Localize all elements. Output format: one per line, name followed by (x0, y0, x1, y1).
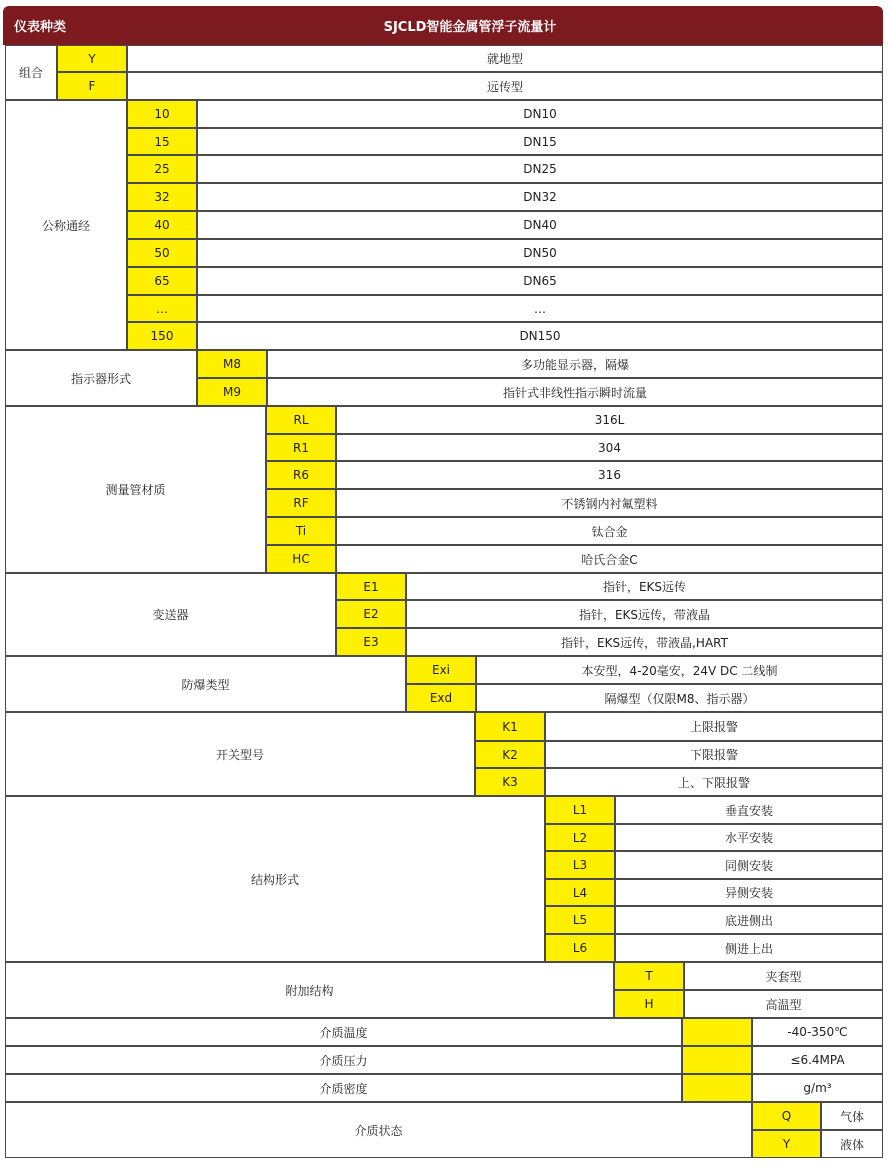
option-code (682, 1046, 752, 1074)
category-label: 公称通经 (5, 100, 127, 350)
option-description: 气体 (821, 1102, 883, 1130)
option-description: DN50 (197, 239, 883, 267)
option-description: 远传型 (127, 72, 883, 100)
option-description: 指针，EKS远传，带液晶,HART (406, 628, 883, 656)
option-description: 指针，EKS远传 (406, 573, 883, 600)
option-code: R1 (266, 434, 336, 461)
option-code: T (614, 962, 684, 990)
option-description: 底进侧出 (615, 906, 883, 934)
option-code: E1 (336, 573, 406, 600)
option-description: -40-350℃ (752, 1018, 883, 1046)
option-description: DN150 (197, 322, 883, 350)
table-title: SJCLD智能金属管浮子流量计 (383, 20, 557, 35)
option-description: 夹套型 (684, 962, 883, 990)
category-label: 开关型号 (5, 712, 475, 796)
option-code: L6 (545, 934, 615, 962)
option-code: L4 (545, 879, 615, 906)
option-code: Exi (406, 656, 476, 684)
option-code: K2 (475, 741, 545, 768)
option-code: RF (266, 489, 336, 517)
option-description: 侧进上出 (615, 934, 883, 962)
option-description: 上、下限报警 (545, 768, 883, 796)
option-code: Y (752, 1130, 821, 1158)
option-code: Q (752, 1102, 821, 1130)
option-description: 多功能显示器，隔爆 (267, 350, 883, 378)
option-code: L1 (545, 796, 615, 824)
option-description: 指针，EKS远传，带液晶 (406, 600, 883, 628)
option-code: M8 (197, 350, 267, 378)
option-description: g/m³ (752, 1074, 883, 1102)
option-description: DN40 (197, 211, 883, 239)
category-label: 测量管材质 (5, 406, 266, 573)
option-description: DN25 (197, 155, 883, 183)
option-description: 哈氏合金C (336, 545, 883, 573)
option-code: E2 (336, 600, 406, 628)
category-label: 组合 (5, 45, 57, 100)
option-description: 不锈钢内衬氟塑料 (336, 489, 883, 517)
option-description: 垂直安装 (615, 796, 883, 824)
option-code: 15 (127, 128, 197, 155)
option-description: DN15 (197, 128, 883, 155)
option-code: H (614, 990, 684, 1018)
option-code: 50 (127, 239, 197, 267)
option-code: L5 (545, 906, 615, 934)
option-code (682, 1018, 752, 1046)
option-code: 150 (127, 322, 197, 350)
option-description: ≤6.4MPA (752, 1046, 883, 1074)
option-code: R6 (266, 461, 336, 489)
option-code: RL (266, 406, 336, 434)
option-code: L2 (545, 824, 615, 851)
option-code: Y (57, 45, 127, 72)
option-description: 水平安装 (615, 824, 883, 851)
option-code: Ti (266, 517, 336, 545)
option-code: … (127, 295, 197, 322)
option-description: 同侧安装 (615, 851, 883, 879)
option-description: 高温型 (684, 990, 883, 1018)
option-code (682, 1074, 752, 1102)
category-label: 介质温度 (5, 1018, 682, 1046)
option-description: 上限报警 (545, 712, 883, 741)
option-code: 65 (127, 267, 197, 295)
option-description: 隔爆型（仅限M8、指示器） (476, 684, 883, 712)
category-label: 附加结构 (5, 962, 614, 1018)
option-description: DN32 (197, 183, 883, 211)
option-code: F (57, 72, 127, 100)
option-description: 316 (336, 461, 883, 489)
option-description: 钛合金 (336, 517, 883, 545)
option-code: 32 (127, 183, 197, 211)
option-description: 指针式非线性指示瞬时流量 (267, 378, 883, 406)
category-label: 介质状态 (5, 1102, 752, 1158)
option-description: 304 (336, 434, 883, 461)
category-label: 指示器形式 (5, 350, 197, 406)
option-code: M9 (197, 378, 267, 406)
category-label: 介质密度 (5, 1074, 682, 1102)
option-code: E3 (336, 628, 406, 656)
option-description: DN10 (197, 100, 883, 128)
option-description: 316L (336, 406, 883, 434)
option-description: 液体 (821, 1130, 883, 1158)
option-code: HC (266, 545, 336, 573)
option-description: 本安型，4-20毫安，24V DC 二线制 (476, 656, 883, 684)
header-column-label: 仪表种类 (14, 20, 67, 35)
category-label: 防爆类型 (5, 656, 406, 712)
category-label: 结构形式 (5, 796, 545, 962)
option-code: 10 (127, 100, 197, 128)
option-code: K1 (475, 712, 545, 741)
option-description: 下限报警 (545, 741, 883, 768)
category-label: 变送器 (5, 573, 336, 656)
option-description: 就地型 (127, 45, 883, 72)
category-label: 介质压力 (5, 1046, 682, 1074)
option-code: 40 (127, 211, 197, 239)
option-description: 异侧安装 (615, 879, 883, 906)
option-code: 25 (127, 155, 197, 183)
option-description: … (197, 295, 883, 322)
option-code: K3 (475, 768, 545, 796)
option-code: Exd (406, 684, 476, 712)
option-description: DN65 (197, 267, 883, 295)
option-code: L3 (545, 851, 615, 879)
